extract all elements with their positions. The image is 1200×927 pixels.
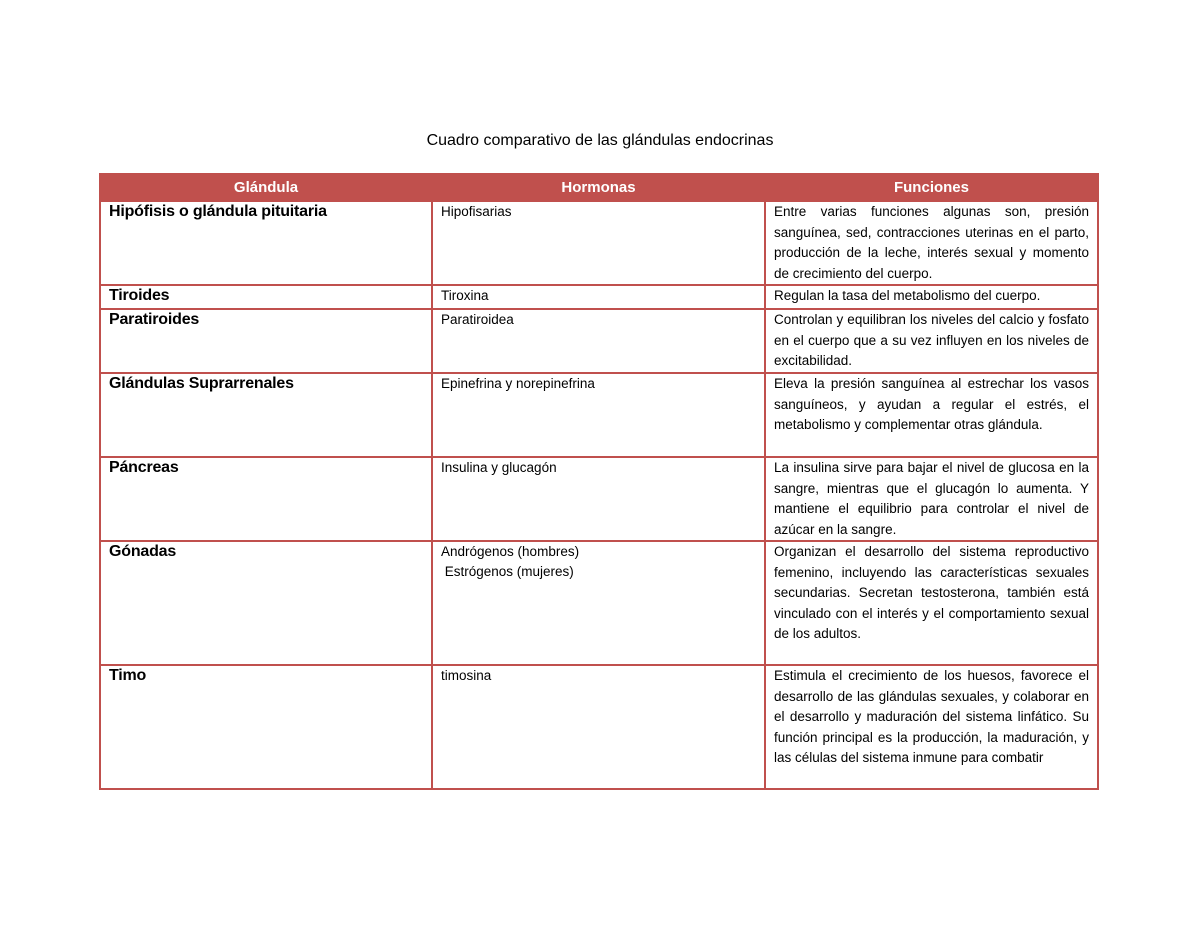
gland-cell: Timo [100,665,432,789]
column-header-functions: Funciones [765,174,1098,201]
comparison-table [99,173,1099,790]
gland-cell: Tiroides [100,285,432,309]
hormones-cell [432,201,765,285]
function-cell: Organizan el desarrollo del sistema reproductivo femenino, incluyendo las características sexuales secundarias. Secretan testosterona, también está vinculado con el interés y el comportamiento sexual de los adultos. [765,541,1098,665]
page-title: Cuadro comparativo de las glándulas endocrinas [426,132,774,149]
table-row [100,309,1098,373]
hormone-item: Estrógenos (mujeres) [441,564,574,579]
table-row [100,541,1098,665]
hormones-cell [432,285,765,309]
hormone-item: Paratiroidea [441,312,514,327]
table-row [100,201,1098,285]
function-cell: Entre varias funciones algunas son, presión sanguínea, sed, contracciones uterinas en el parto, producción de la leche, interés sexual y momento de crecimiento del cuerpo. [765,201,1098,285]
function-cell: La insulina sirve para bajar el nivel de glucosa en la sangre, mientras que el glucagón lo aumenta. Y mantiene el equilibrio para controlar el nivel de azúcar en la sangre. [765,457,1098,541]
column-header-hormones: Hormonas [432,174,765,201]
function-text: Estimula el crecimiento de los huesos, favorece el desarrollo de las glándulas sexuales, y colaborar en el desarrollo y maduración del sistema linfático. Su función principal es la producción, la maduración, y las células del sistema inmune para combatir [774,668,1089,765]
table-row [100,373,1098,457]
table-row [100,665,1098,789]
hormone-item: Andrógenos (hombres) [441,544,580,559]
column-header-gland: Glándula [100,174,432,201]
hormones-cell [432,373,765,457]
function-cell: Regulan la tasa del metabolismo del cuerpo. [765,285,1098,309]
gland-cell: Glándulas Suprarrenales [100,373,432,457]
hormones-cell [432,541,765,665]
hormone-item: Tiroxina [441,288,489,303]
hormone-item: Hipofisarias [441,204,512,219]
hormones-cell [432,665,765,789]
hormone-item: Epinefrina y norepinefrina [441,376,595,391]
hormone-item: Insulina y glucagón [441,460,557,475]
hormone-item: timosina [441,668,492,683]
gland-cell: Gónadas [100,541,432,665]
gland-cell: Hipófisis o glándula pituitaria [100,201,432,285]
function-cell: Controlan y equilibran los niveles del calcio y fosfato en el cuerpo que a su vez influyen en los niveles de excitabilidad. [765,309,1098,373]
function-cell: Eleva la presión sanguínea al estrechar los vasos sanguíneos, y ayudan a regular el estrés, el metabolismo y complementar otras glándula. [765,373,1098,457]
table-header-row [100,174,1098,201]
gland-cell: Páncreas [100,457,432,541]
hormones-cell [432,457,765,541]
table-row [100,285,1098,309]
hormones-cell [432,309,765,373]
table-row [100,457,1098,541]
gland-cell: Paratiroides [100,309,432,373]
function-cell [765,665,1098,789]
